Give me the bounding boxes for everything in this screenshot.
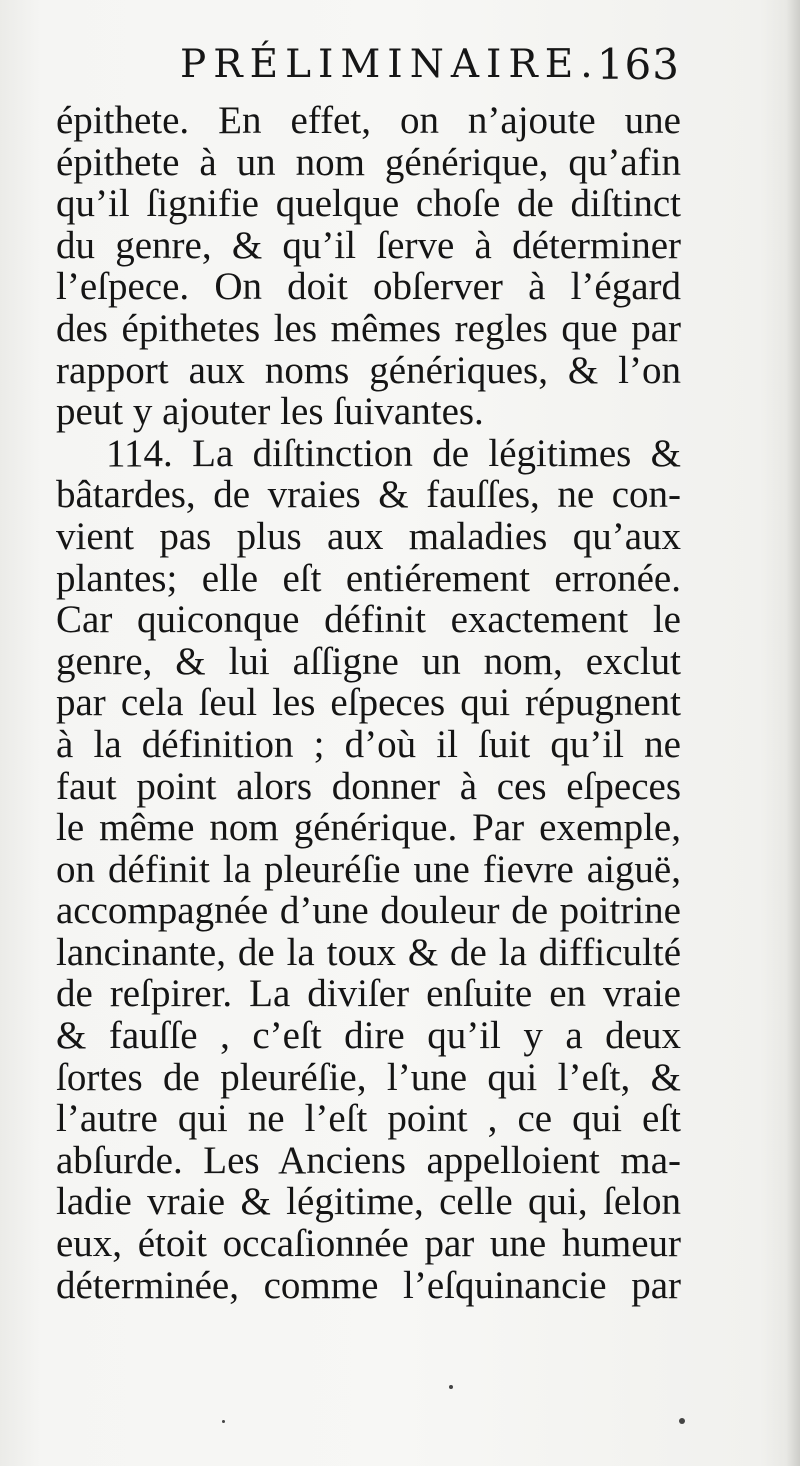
page-number: 163 [596,40,680,89]
text-line: bâtardes, de vraies & fauſſes, ne con- [56,473,681,517]
text-line: Car quiconque définit exactement le [56,598,681,642]
text-line: épithete à un nom générique, qu’afin [56,140,681,184]
text-line: faut point alors donner à ces eſpeces [56,764,681,808]
text-line: déterminée, comme l’eſquinancie par [56,1263,681,1307]
text-line: ladie vraie & légitime, celle qui, ſelon [56,1180,681,1224]
text-line: abſurde. Les Anciens appelloient ma- [56,1138,681,1182]
ink-speck [222,1420,225,1423]
text-line: vient pas plus aux maladies qu’aux [56,514,681,558]
text-line: peut y ajouter les ſuivantes. [56,390,484,434]
text-line: rapport aux noms génériques, & l’on [56,348,681,392]
text-line: le même nom générique. Par exemple, [56,806,681,850]
ink-speck [449,1385,453,1389]
text-line: épithete. En effet, on n’ajoute une [56,99,681,142]
text-line: genre, & lui aſſigne un nom, exclut [56,639,681,683]
running-title: PRÉLIMINAIRE. [180,42,600,87]
ink-speck [679,1418,685,1424]
page-header [60,38,680,102]
text-line: par cela ſeul les eſpeces qui répugnent [56,681,681,725]
text-line: on définit la pleuréſie une fievre aiguë, [56,847,681,891]
text-line: plantes; elle eſt entiérement erronée. [56,556,681,600]
text-line: de reſpirer. La diviſer enſuite en vraie [56,972,681,1016]
text-line: & fauſſe , c’eſt dire qu’il y a deux [56,1014,681,1058]
body-text [56,100,681,1306]
text-line: ſortes de pleuréſie, l’une qui l’eſt, & [56,1055,681,1099]
text-line: qu’il ſignifie quelque choſe de diſtinct [56,182,681,226]
text-line: accompagnée d’une douleur de poitrine [56,889,681,933]
text-line: à la définition ; d’où il ſuit qu’il ne [56,722,681,766]
text-line: l’autre qui ne l’eſt point , ce qui eſt [56,1097,681,1141]
page-edge-shadow [786,0,800,1466]
text-line: lancinante, de la toux & de la difficulté [56,930,681,974]
text-line: l’eſpece. On doit obſerver à l’égard [56,265,681,309]
text-line: 114. La diſtinction de légitimes & [106,431,681,475]
text-line: eux, étoit occaſionnée par une humeur [56,1222,681,1266]
text-line: des épithetes les mêmes regles que par [56,306,681,350]
text-line: du genre, & qu’il ſerve à déterminer [56,223,681,267]
